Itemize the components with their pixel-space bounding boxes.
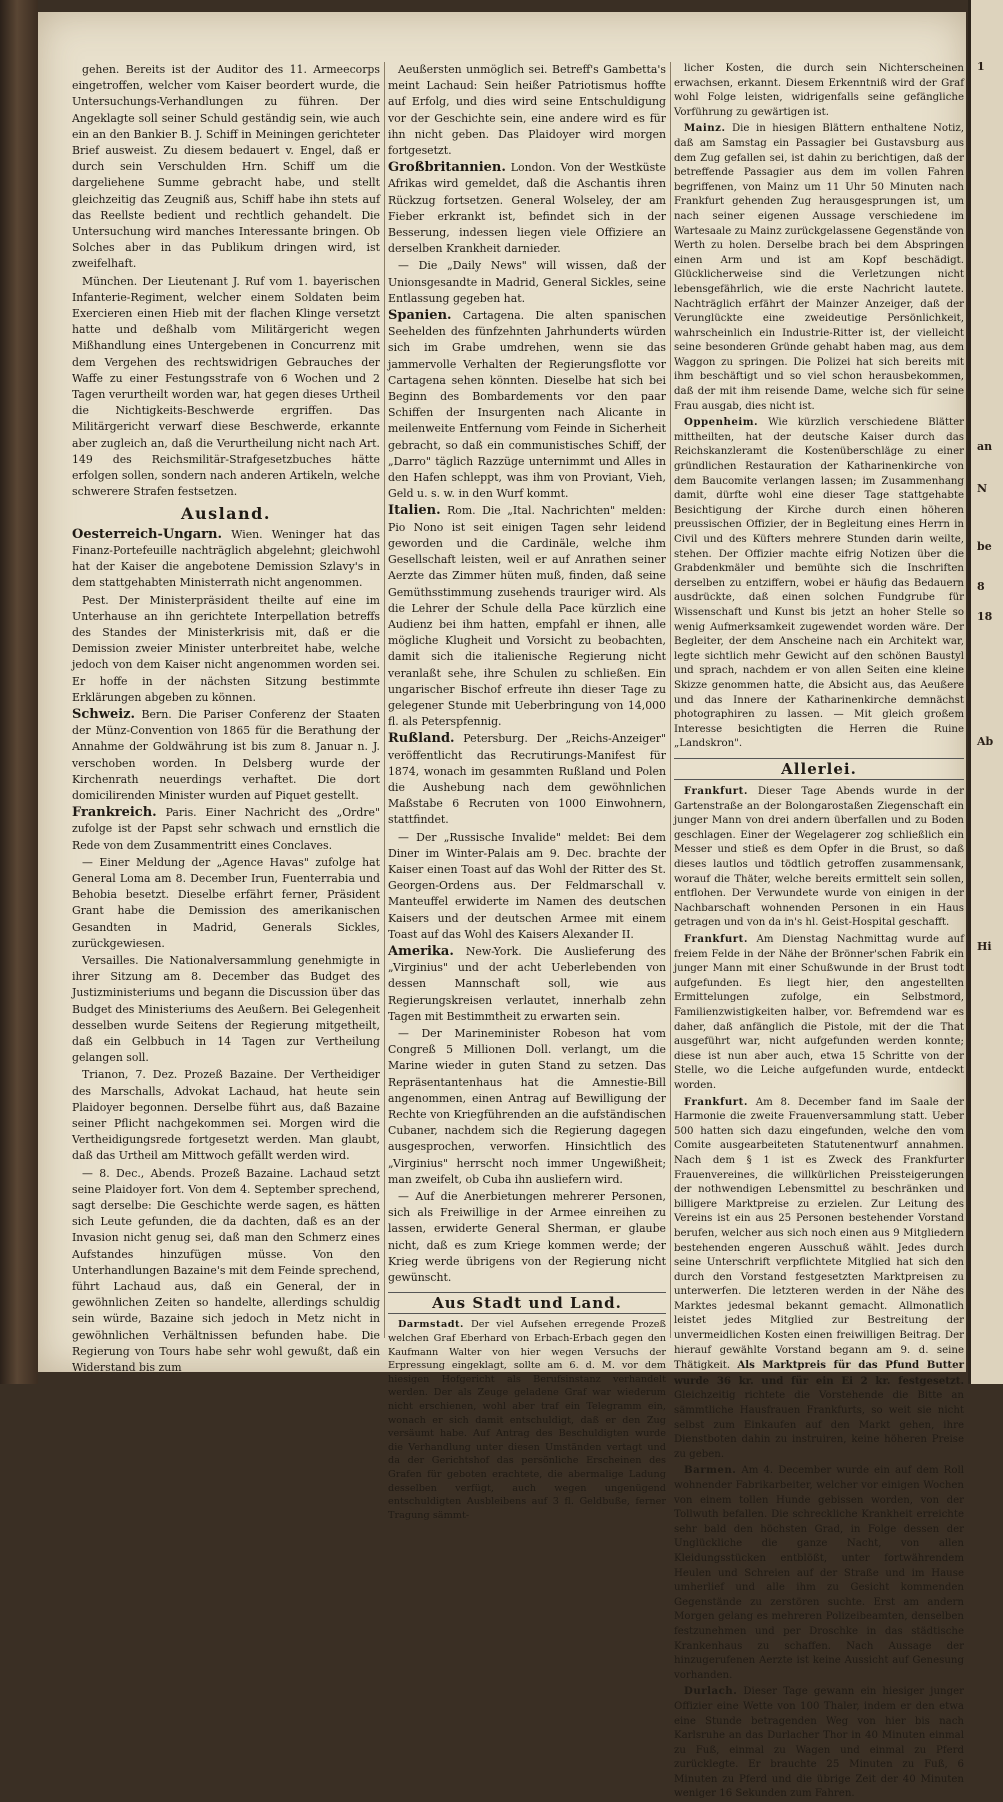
article-oppenheim-text: Wie kürzlich verschiedene Blätter mittheilten, hat der deutsche Kaiser durch das Reichskanzleramt die Kostenüberschläge zu einer gründlichen Restauration der Katharinenkirche von dem Baucomite verlangen lassen; im Zusammenhang damit, dürfte wohl eine dieser Tage stattgehabte Besichtigung der Kirche durch einen höheren preussischen Offizier, der in Begleitung eines Herrn in Civil und des Küfters mehrere Stunden darin weilte, stehen. Der Offizier machte eifrig Notizen über die Grabdenkmäler und bemühte sich die Inschriften derselben zu entziffern, wobei er häufig das Bedauern ausdrückte, daß einen solchen Fundgrube für Wissenschaft und Kunst bis jetzt an hoher Stelle so wenig Aufmerksamkeit zugewendet worden wäre. Der Begleiter, der dem Anscheine nach ein Architekt war, legte sichtlich mehr Gewicht auf den schönen Baustyl und sprach, nachdem er von allen Seiten eine kleine Skizze genommen hatte, die Absicht aus, das Aeußere und das Innere der Katharinenkirche demnächst photographiren zu lassen. — Mit gleich großem Interesse besichtigten die Herren die Ruine „Landskron". [674, 417, 965, 750]
country-label-america: Amerika. [388, 943, 454, 959]
article-durlach [674, 1684, 964, 1802]
place-label-frankfurt: Frankfurt. [684, 933, 748, 946]
article-darmstadt-cont: licher Kosten, die durch sein Nichterscheinen erwachsen, erkannt. Diesem Erkenntniß wird der Graf wohl Folge leisten, widrigenfalls seine gefängliche Vorführung zu gewärtigen ist. [674, 63, 964, 118]
article-paris-text: Paris. Einer Nachricht des „Ordre" zufolge ist der Papst sehr schwach und ernstlich die Rede von dem Zusammentritt eines Conclaves. [72, 806, 380, 852]
place-label-frankfurt: Frankfurt. [684, 785, 748, 798]
section-heading-local: Aus Stadt und Land. [388, 1292, 666, 1314]
country-label-switzerland: Schweiz. [72, 706, 136, 722]
place-label-frankfurt: Frankfurt. [684, 1095, 748, 1108]
article-mainz-text: Die in hiesigen Blättern enthaltene Notiz, daß am Samstag ein Passagier bei Gustavsburg aus dem Zug gefallen sei, ist dahin zu berichtigen, daß der betreffende Passagier aus dem im vollen Fahren begriffenen, von Mainz um 11 Uhr 50 Minuten nach Frankfurt gehenden Zug herausgesprungen ist, um nach seiner eigenen Aussage verschiedene im Wartesaale zu Mainz zurückgelassene Gegenstände von Werth zu holen. Derselbe brach bei dem Abspringen einen Arm und ist am Kopf beschädigt. Glücklicherweise sind die Verletzungen nicht lebensgefährlich, wie die erste Nachricht lautete. Nachträglich erfährt der Mainzer Anzeiger, daß der Verunglückte eine zweideutige Persönlichkeit, wahrscheinlich ein Industrie-Ritter ist, der vielleicht seine besonderen Gründe gehabt haben mag, aus dem Waggon zu springen. Die Polizei hat sich bereits mit ihm beschäftigt und so viel schon herausbekommen, daß der mit ihm reisende Dame, welche sich für seine Frau ausgab, dies nicht ist. [674, 123, 964, 412]
country-label-france: Frankreich. [72, 805, 157, 821]
article-frankfurt-3-text: Am 8. December fand im Saale der Harmonie die zweite Frauenversammlung statt. Ueber 500 hatten sich dazu eingefunden, welche den vom Comite ausgearbeiteten Statutenentwurf annahmen. Nach dem § 1 ist es Zweck des Frankfurter Frauenvereines, die willkürlichen Preissteigerungen der nothwendigen Lebensmittel zu beschränken und billigere Marktpreise zu erzielen. Zur Leitung des Vereins ist ein aus 25 Personen bestehender Vorstand berufen, welcher aus sich noch einen aus 9 Mitgliedern bestehenden engeren Ausschuß wählt. Jedes durch seine Unterschrift verpflichtete Mitglied hat sich den durch den Vorstand festgesetzten Marktpreisen zu unterwerfen. Die letzteren werden in der Nähe des Marktes jedesmal bekannt gemacht. Allmonatlich leistet jedes Mitglied zur Bestreitung der unvermeidlichen Kosten einen freiwilligen Beitrag. Der hierauf gewählte Vorstand begann am 9. d. seine Thätigkeit. [674, 1096, 964, 1372]
place-label-oppenheim: Oppenheim. [684, 416, 759, 429]
article-daily-news: — Die „Daily News" will wissen, daß der Unionsgesandte in Madrid, General Sickles, seine Entlassung gegeben hat. [388, 259, 666, 305]
article-sherman: — Auf die Anerbietungen mehrerer Personen, sich als Freiwillige in der Armee einreihen zu lassen, erwiderte General Sherman, er glaube nicht, daß es zum Kriege kommen werde; der Krieg werde übrigens von der Regierung nicht gewünscht. [388, 1190, 666, 1285]
article-cartagena-text: Cartagena. Die alten spanischen Seehelden des fünfzehnten Jahrhunderts würden sich im Grabe umdrehen, wenn sie das jammervolle Verhalten der Regierungsflotte vor Cartagena sehen könnten. Dieselbe hat sich bei Beginn des Bombardements vor den paar Schiffen der Insurgenten nach Alicante in meilenweite Entfernung vom Feinde in Sicherheit gebracht, so daß ein communistisches Schiff, der „Darro" täglich Razzüge unternimmt und Alles in den Hafen schleppt, was ihm von Proviant, Vieh, Geld u. s. w. in den Wurf kommt. [388, 309, 666, 501]
adjacent-page-fragment: 1 [977, 60, 985, 73]
article-oppenheim [674, 415, 964, 752]
article-bazaine-trial: — 8. Dec., Abends. Prozeß Bazaine. Lachaud setzt seine Plaidoyer fort. Von dem 4. September sprechend, sagt derselbe: Die Geschichte werde sagen, es hätten sich Leute gefunden, die da dachten, daß es an der Invasion nicht genug sei, daß man den Schmerz eines Aufstandes hinzufügen müsse. Von den Unterhandlungen Bazaine's mit dem Feinde sprechend, führt Lachaud aus, daß ein General, der in gewöhnlichen Zeiten so handelte, allerdings schuldig sein würde, Bazaine sich jedoch in Metz nicht in gewöhnlichen Verhältnissen befunden habe. Die Regierung von Tours habe sehr wohl gewußt, daß ein Widerstand bis zum [72, 1166, 380, 1375]
article-barmen-text: Am 4. December wurde ein auf dem Roll wohnender Fabrikarbeiter, welcher vor einigen Wochen von einem tollen Hunde gebissen worden, von der Tollwuth befallen. Die schreckliche Krankheit erreichte sehr bald den höchsten Grad, in Folge dessen der Unglückliche die ganze Nacht, von allen Kleidungsstücken entblößt, unter fortwährendem Heulen und Schreien auf der Straße und im Hause umherlief und alle ihm zu Gesicht kommenden Gegenstände zu zerstören suchte. Erst am andern Morgen gelang es mehreren Polizeibeamten, denselben festzunehmen und per Droschke in das städtische Krankenhaus zu schaffen. Nach Aussage der hinzugerufenen Aerzte ist keine Aussicht auf Genesung vorhanden. [674, 1465, 964, 1681]
market-price-highlight: Als Marktpreis für das Pfund Butter wurde 36 kr. und für ein Ei 2 kr. festgesetzt. [674, 1359, 964, 1387]
country-label-russia: Rußland. [388, 731, 455, 747]
article-frankfurt-2-text: Am Dienstag Nachmittag wurde auf freiem Felde in der Nähe der Brönner'schen Fabrik ein junger Mann mit einer Schußwunde in der Brust todt aufgefunden. Es liegt hier, den angestellten Ermittelungen zufolge, ein Selbstmord, Familienzwistigkeiten halber, vor. Befremdend war es daher, daß anfänglich die Pistole, mit der die That ausgeführt war, nicht aufgefunden werden konnte; diese ist nun aber auch, etwa 15 Schritte von der Stelle, wo die Leiche aufgefunden wurde, entdeckt worden. [674, 934, 964, 1091]
article-invalide: — Der „Russische Invalide" meldet: Bei dem Diner im Winter-Palais am 9. Dec. brachte der Kaiser einen Toast auf das Wohl der Ritter des St. Georgen-Ordens aus. Der Feldmarschall v. Manteuffel erwiderte im Namen des deutschen Kaisers und der deutschen Armee mit einem Toast auf das Wohl des Kaisers Alexander II. [388, 830, 666, 941]
book-spine [0, 0, 38, 1384]
place-label-durlach: Durlach. [684, 1685, 738, 1698]
country-label-britain: Großbritannien. [388, 160, 506, 176]
adjacent-page-fragment: 8 [977, 580, 985, 593]
article-darmstadt-text: Der viel Aufsehen erregende Prozeß welchen Graf Eberhard von Erbach-Erbach gegen den Kaufmann Walter von hier wegen Versuchs der Erpressung eingeklagt, sollte am 6. d. M. vor dem hiesigen Hofgericht als Berufsinstanz verhandelt werden. Der als Zeuge geladene Graf war wiederum nicht erschienen, wohl aber traf ein Telegramm ein, wonach er sich damit entschuldigt, daß er den Zug versäumt habe. Auf Antrag des Beschuldigten wurde die Verhandlung unter diesen Umständen vertagt und da der Gerichtshof das persönliche Erscheinen des Grafen für geboten erachtete, die abermalige Ladung desselben verfügt, auch wegen ungenügend entschuldigten Ausbleibens auf 3 fl. Geldbuße, ferner Tragung sämmt- [388, 1319, 666, 1521]
article-rome-text: Rom. Die „Ital. Nachrichten" melden: Pio Nono ist seit einigen Tagen sehr leidend geworden und die Cardinäle, welche ihm Gesellschaft leisten, weil er auf Anrathen seiner Aerzte das Zimmer hüten muß, finden, daß seine Gemüthsstimmung zusehends trauriger wird. Als die Lehrer der Schule della Pace kürzlich eine Audienz bei ihm hatten, empfahl er ihnen, alle mögliche Klugheit und Vorsicht zu beobachten, damit sich die italienische Regierung nicht veranlaßt sehe, ihre Schulen zu schließen. Ein ungarischer Bischof erfreute ihn dieser Tage zu gelegener Stunde mit Ueberbringung von 14,000 fl. als Peterspfennig. [388, 504, 666, 729]
column-1 [72, 62, 380, 1375]
article-frankfurt-2 [674, 932, 964, 1094]
article-durlach-text: Dieser Tage gewann ein hiesiger junger Offizier eine Wette von 100 Thaler, indem er den etwa eine Stunde betragenden Weg von hier bis nach Karlsruhe an das Durlacher Thor in 40 Minuten einmal zu Fuß, einmal zu Wagen und einmal zu Pferd zurücklegte. Er brauchte 25 Minuten zu Fuß, 6 Minuten zu Pferd und die übrige Zeit der 40 Minuten weniger 16 Sekunden zum Fahren. [674, 1686, 965, 1800]
adjacent-page-fragment: Hi [977, 940, 992, 953]
article-lachaud-cont: Aeußersten unmöglich sei. Betreff's Gambetta's meint Lachaud: Sein heißer Patriotismus hoffte auf Erfolg, und dies wird seine Entschuldigung vor der Geschichte sein, eine andere wird es für ihn nicht geben. Das Plaidoyer wird morgen fortgesetzt. [388, 63, 666, 158]
column-2 [388, 62, 666, 1521]
article-havas: — Einer Meldung der „Agence Havas" zufolge hat General Loma am 8. December Irun, Fuenterrabia und Behobia besetzt. Dieselbe erfährt ferner, Präsident Grant habe die Demission des amerikanischen Gesandten in Madrid, Generals Sickles, zurückgewiesen. [72, 855, 380, 950]
country-label-austria: Oesterreich-Ungarn. [72, 526, 222, 542]
article-frankfurt-1 [674, 784, 964, 931]
adjacent-page-edge [968, 0, 1003, 1384]
article-frankfurt-3-tail: Gleichzeitig richtete die Vorstehende die Bitte an sämmtliche Hausfrauen Frankfurts, so weit sie nicht selbst zum Einkaufen auf den Markt gehen, ihre Dienstboten dahin zu instruiren, keine höheren Preise zu geben. [674, 1390, 964, 1460]
article-versailles: Versailles. Die Nationalversammlung genehmigte in ihrer Sitzung am 8. December das Budget des Justizministeriums und begann die Discussion über das Budget des Ministeriums des Aeußern. Bei Gelegenheit desselben wurde Seitens der Regierung mitgetheilt, daß ein Gelbbuch in 14 Tagen zur Vertheilung gelangen soll. [72, 953, 380, 1065]
article-frankfurt-1-text: Dieser Tage Abends wurde in der Gartenstraße an der Bolongarostaßen Ziegenschaft ein junger Mann von drei andern überfallen und zu Boden geschlagen. Einer der Wegelagerer zog schließlich ein Messer und stieß es dem Opfer in die Brust, so daß dieses lautlos und tödtlich getroffen zusammensank, worauf die Thäter, welche bereits ermittelt sein sollen, entflohen. Der Verwundete wurde von einigen in der Nachbarschaft wohnenden Personen in ein Haus getragen und von da in's hl. Geist-Hospital geschafft. [674, 786, 964, 929]
article-pest: Pest. Der Ministerpräsident theilte auf eine im Unterhause an ihn gerichtete Interpellation betreffs des Standes der Ministerkrisis mit, daß er die Demission zweier Minister unterbreitet habe, welche jedoch von dem Kaiser nicht angenommen worden sei. Er hoffe in der nächsten Sitzung bestimmte Erklärungen abgeben zu können. [72, 593, 380, 704]
place-label-barmen: Barmen. [684, 1464, 737, 1477]
article-munich: München. Der Lieutenant J. Ruf vom 1. bayerischen Infanterie-Regiment, welcher einem Soldaten beim Exercieren einen Hieb mit der flachen Klinge versetzt hatte und deßhalb vom Militärgericht wegen Mißhandlung eines Untergebenen in Concurrenz mit dem Vergehen des rechtswidrigen Gebrauches der Waffe zu einer Festungsstrafe von 6 Wochen und 2 Tagen verurtheilt worden war, hat gegen dieses Urtheil die Nichtigkeits-Beschwerde ergriffen. Das Militärgericht verwarf diese Beschwerde, erkannte aber zugleich an, daß die Verurtheilung nicht nach Art. 149 des Reichsmilitär-Strafgesetzbuches hätte erfolgen sollen, sondern nach anderen Artikeln, welche schwerere Strafen festsetzen. [72, 274, 380, 499]
section-heading-abroad: Ausland. [181, 504, 271, 524]
adjacent-page-fragment: Ab [977, 735, 994, 748]
column-rule [384, 62, 385, 1338]
column-3 [674, 62, 965, 1800]
article-bern-text: Bern. Die Pariser Conferenz der Staaten der Münz-Convention von 1865 für die Berathung der Annahme der Goldwährung ist bis zum 8. Januar n. J. verschoben worden. In Delsberg wurde der Kirchenrath neuerdings verhaftet. Die dort domicilirenden Minister wurden auf Piquet gestellt. [72, 707, 380, 802]
place-label-darmstadt: Darmstadt. [398, 1319, 464, 1331]
adjacent-page-fragment: N [977, 482, 988, 495]
article-barmen [674, 1463, 964, 1683]
country-label-italy: Italien. [388, 503, 441, 519]
adjacent-page-fragment: 18 [977, 610, 993, 623]
article-london-text: London. Von der Westküste Afrikas wird gemeldet, daß die Aschantis ihren Rückzug fortsetzen. General Wolseley, der am Fieber erkrankt ist, befindet sich in der Besserung, indessen liegen viele Offiziere an derselben Krankheit darnieder. [388, 161, 666, 256]
article-petersburg-text: Petersburg. Der „Reichs-Anzeiger" veröffentlicht das Recrutirungs-Manifest für 1874, wonach im gesammten Rußland und Polen die Aushebung nach dem gewöhnlichen Maßstabe 6 Recruten von 1000 Einwohnern, stattfindet. [388, 732, 666, 827]
article-robeson: — Der Marineminister Robeson hat vom Congreß 5 Millionen Doll. verlangt, um die Marine wieder in guten Stand zu setzen. Das Repräsentantenhaus hat die Amnestie-Bill angenommen, einen Antrag auf Bewilligung der Rechte von Kriegführenden an die aufständischen Cubaner, nachdem sich die Regierung dagegen ausgesprochen, verworfen. Hinsichtlich des „Virginius" herrscht noch immer Ungewißheit; man zweifelt, ob Cuba ihn ausliefern wird. [388, 1026, 666, 1186]
article-darmstadt [388, 1318, 666, 1522]
article-trianon: Trianon, 7. Dez. Prozeß Bazaine. Der Vertheidiger des Marschalls, Advokat Lachaud, hat heute sein Plaidoyer begonnen. Derselbe führt aus, daß Bazaine seiner Pflicht nachgekommen sei. Morgen wird die Vertheidigungsrede fortgesetzt werden. Man glaubt, daß das Urtheil am Mittwoch gefällt werden wird. [72, 1068, 380, 1163]
country-label-spain: Spanien. [388, 308, 452, 324]
article-auditor: gehen. Bereits ist der Auditor des 11. Armeecorps eingetroffen, welcher vom Kaiser beordert wurde, die Untersuchungs-Verhandlungen zu führen. Der Angeklagte soll seiner Schuld geständig sein, wie auch ein an den Bankier B. J. Schiff in Meiningen gerichteter Brief ausweist. Zu diesem bedauert v. Engel, daß er durch sein Verschulden Hrn. Schiff um die dargeliehene Summe gebracht habe, und stellt gleichzeitig das Zeugniß aus, Schiff habe ihn stets auf das Reellste bedient und rechtlich gehandelt. Die Untersuchung wird manches Interessante bringen. Ob Solches aber in das Publikum dringen wird, ist zweifelhaft. [72, 63, 380, 271]
section-heading-miscellany: Allerlei. [674, 758, 964, 780]
place-label-mainz: Mainz. [684, 122, 726, 135]
article-frankfurt-3 [674, 1095, 964, 1463]
adjacent-page-fragment: an [977, 440, 993, 453]
article-mainz [674, 121, 964, 414]
column-rule [670, 62, 671, 1338]
adjacent-page-fragment: be [977, 540, 992, 553]
article-vienna-text: Wien. Weninger hat das Finanz-Portefeuille nachträglich abgelehnt; gleichwohl hat der Kaiser die angebotene Demission Szlavy's in dem stattgehabten Ministerrath nicht angenommen. [72, 527, 380, 590]
article-newyork-text: New-York. Die Auslieferung des „Virginius" und der acht Ueberlebenden von dessen Mannschaft soll, wie aus Regierungskreisen verlautet, innerhalb zehn Tagen mit Bestimmtheit zu erwarten sein. [388, 944, 666, 1023]
